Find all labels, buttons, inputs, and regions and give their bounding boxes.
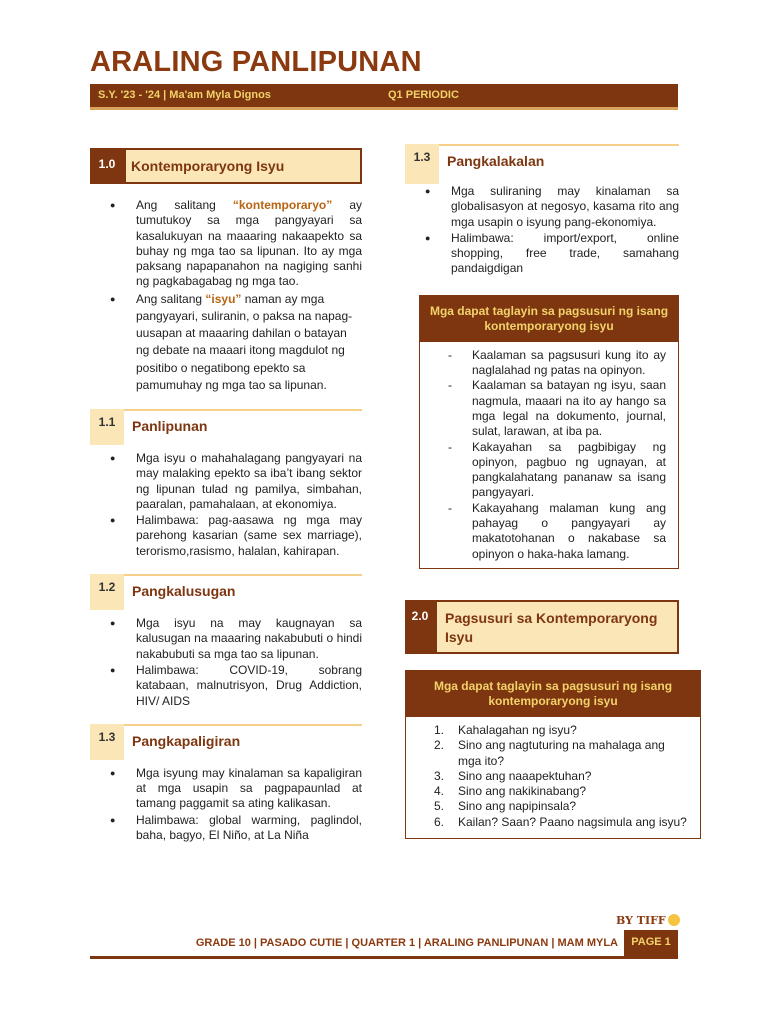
list-item: - Kaalaman sa pagsusuri kung ito ay naglalahad ng patas na opinyon. xyxy=(420,348,678,379)
section-number: 1.0 xyxy=(90,148,124,184)
section-title: Kontemporaryong Isyu xyxy=(131,158,285,174)
divider xyxy=(439,144,679,146)
footer-text: GRADE 10 | PASADO CUTIE | QUARTER 1 | ARALING PANLIPUNAN | MAM MYLA xyxy=(195,937,618,949)
item-text: Sino ang nakikinabang? xyxy=(458,784,587,799)
section-1-3-list xyxy=(90,766,362,843)
list-item xyxy=(90,198,362,290)
item-text: Sino ang naaapektuhan? xyxy=(458,768,592,783)
author-byline xyxy=(616,914,680,927)
byline-text: BY TIFF xyxy=(616,914,666,927)
item-number: 5. xyxy=(434,799,445,814)
list-item xyxy=(406,784,700,799)
item-number: 1. xyxy=(434,722,445,737)
list-item: ● Mga suliraning may kinalaman sa globalisasyon at negosyo, kasama rito ang mga usapin o isyung pang-ekonomiya. xyxy=(405,184,679,230)
section-title: Pangkapaligiran xyxy=(132,732,241,749)
section-title-box xyxy=(124,148,362,184)
section-2-0-header xyxy=(405,600,679,654)
text: ay tumutukoy sa mga pangyayari sa kasalukuyan na maaaring nakaapekto sa buhay ng mga tao sa lipunan. Ito ay mga paksang napapanahon na nagiging sanhi ng pagkabagabag ng mga tao. xyxy=(136,198,362,289)
item-number: 3. xyxy=(434,768,445,783)
item-number: 2. xyxy=(434,738,445,753)
item-text: Sino ang nagtuturing na mahalaga ang mga ito? xyxy=(458,738,665,768)
list-item: ● Halimbawa: pag-aasawa ng mga may parehong kasarian (same sex marriage), terorismo,rasismo, halalan, kahirapan. xyxy=(90,513,362,559)
section-number: 1.3 xyxy=(90,724,124,760)
list-item: ● Halimbawa: COVID-19, sobrang katabaan, malnutrisyon, Drug Addiction, HIV/ AIDS xyxy=(90,663,362,709)
section-title-box xyxy=(435,600,679,654)
section-1-2-header xyxy=(90,574,362,610)
list-item xyxy=(406,815,700,830)
footer-rule xyxy=(90,956,678,959)
section-1-1-list xyxy=(90,451,362,559)
list-item: ● Mga isyu o mahahalagang pangyayari na may malaking epekto sa iba’t ibang sektor ng lipunan tulad ng pamilya, simbahan, paaralan, pamahalaan, at ekonomiya. xyxy=(90,451,362,512)
right-column xyxy=(405,144,687,839)
section-number: 2.0 xyxy=(405,600,435,654)
questions-list xyxy=(406,717,700,838)
school-year-label: S.Y. '23 - '24 | Ma'am Myla Dignos xyxy=(98,89,271,101)
list-item: - Kaalaman sa batayan ng isyu, saan nagmula, maaari na ito ay hango sa mga legal na dokumento, journal, sulat, larawan, at iba pa. xyxy=(420,378,678,439)
section-number: 1.3 xyxy=(405,144,439,184)
section-1-3b-header xyxy=(405,144,679,180)
list-item xyxy=(406,799,700,814)
section-1-0-header xyxy=(90,148,362,184)
emoji-face-icon xyxy=(668,914,680,926)
callout-list xyxy=(420,342,678,568)
item-number: 4. xyxy=(434,784,445,799)
section-title: Pagsusuri sa Kontemporaryong Isyu xyxy=(445,609,658,645)
list-item xyxy=(406,769,700,784)
highlight-term: “kontemporaryo” xyxy=(232,198,333,212)
page-footer xyxy=(90,930,678,960)
list-item xyxy=(90,291,362,394)
item-text: Kailan? Saan? Paano nagsimula ang isyu? xyxy=(458,814,687,829)
list-item: ● Mga isyu na may kaugnayan sa kalusugan na maaaring nakabubuti o hindi nakabubuti sa mga tao sa lipunan. xyxy=(90,616,362,662)
text: naman ay mga pangyayari, suliranin, o paksa na napag-uusapan at maaaring dahilan o batayan ng debate na maaari itong magdulot ng positibo o negatibong epekto sa pamumuhay ng mga tao sa lipunan. xyxy=(136,291,353,392)
item-text: Kahalagahan ng isyu? xyxy=(458,722,577,737)
list-item: - Kakayahan sa pagbibigay ng opinyon, pagbuo ng ugnayan, at pangkalahatang pananaw sa isang pangyayari. xyxy=(420,440,678,501)
text: Ang salitang xyxy=(136,291,206,306)
section-title: Pangkalakalan xyxy=(447,153,545,169)
text: Ang salitang xyxy=(136,198,233,212)
section-title: Pangkalusugan xyxy=(132,583,236,600)
list-item: ● Halimbawa: import/export, online shopping, free trade, samahang pandaigdigan xyxy=(405,231,679,277)
divider xyxy=(124,724,362,726)
section-title: Panlipunan xyxy=(132,418,208,434)
list-item: ● Halimbawa: global warming, paglindol, baha, bagyo, El Niño, at La Niña xyxy=(90,813,362,844)
page-number: PAGE 1 xyxy=(624,930,678,956)
section-1-1-header xyxy=(90,409,362,445)
section-1-2-list xyxy=(90,616,362,709)
list-item: - Kakayahang malaman kung ang pahayag o pangyayari ay makatotohanan o nakabase sa opinyon o haka-haka lamang. xyxy=(420,501,678,562)
left-column xyxy=(90,148,362,844)
section-1-0-list xyxy=(90,198,362,394)
section-number: 1.1 xyxy=(90,409,124,445)
callout-title: Mga dapat taglayin sa pagsusuri ng isang kontemporaryong isyu xyxy=(406,671,700,717)
list-item xyxy=(406,723,700,738)
section-number: 1.2 xyxy=(90,574,124,610)
item-text: Sino ang napipinsala? xyxy=(458,799,577,814)
section-1-3b-list xyxy=(405,184,679,277)
analysis-qualities-box xyxy=(419,295,679,569)
divider xyxy=(124,409,362,411)
highlight-term: “isyu” xyxy=(205,291,242,306)
divider xyxy=(124,574,362,576)
list-item: ● Mga isyung may kinalaman sa kapaligiran at mga usapin sa pagpapaunlad at tamang paggamit sa ating kalikasan. xyxy=(90,766,362,812)
item-number: 6. xyxy=(434,814,445,829)
list-item xyxy=(406,738,700,769)
header-bar xyxy=(90,84,678,110)
section-1-3-header xyxy=(90,724,362,760)
page-title: ARALING PANLIPUNAN xyxy=(90,46,422,78)
analysis-questions-box xyxy=(405,670,701,839)
callout-title: Mga dapat taglayin sa pagsusuri ng isang kontemporaryong isyu xyxy=(420,296,678,342)
period-label: Q1 PERIODIC xyxy=(388,89,459,101)
